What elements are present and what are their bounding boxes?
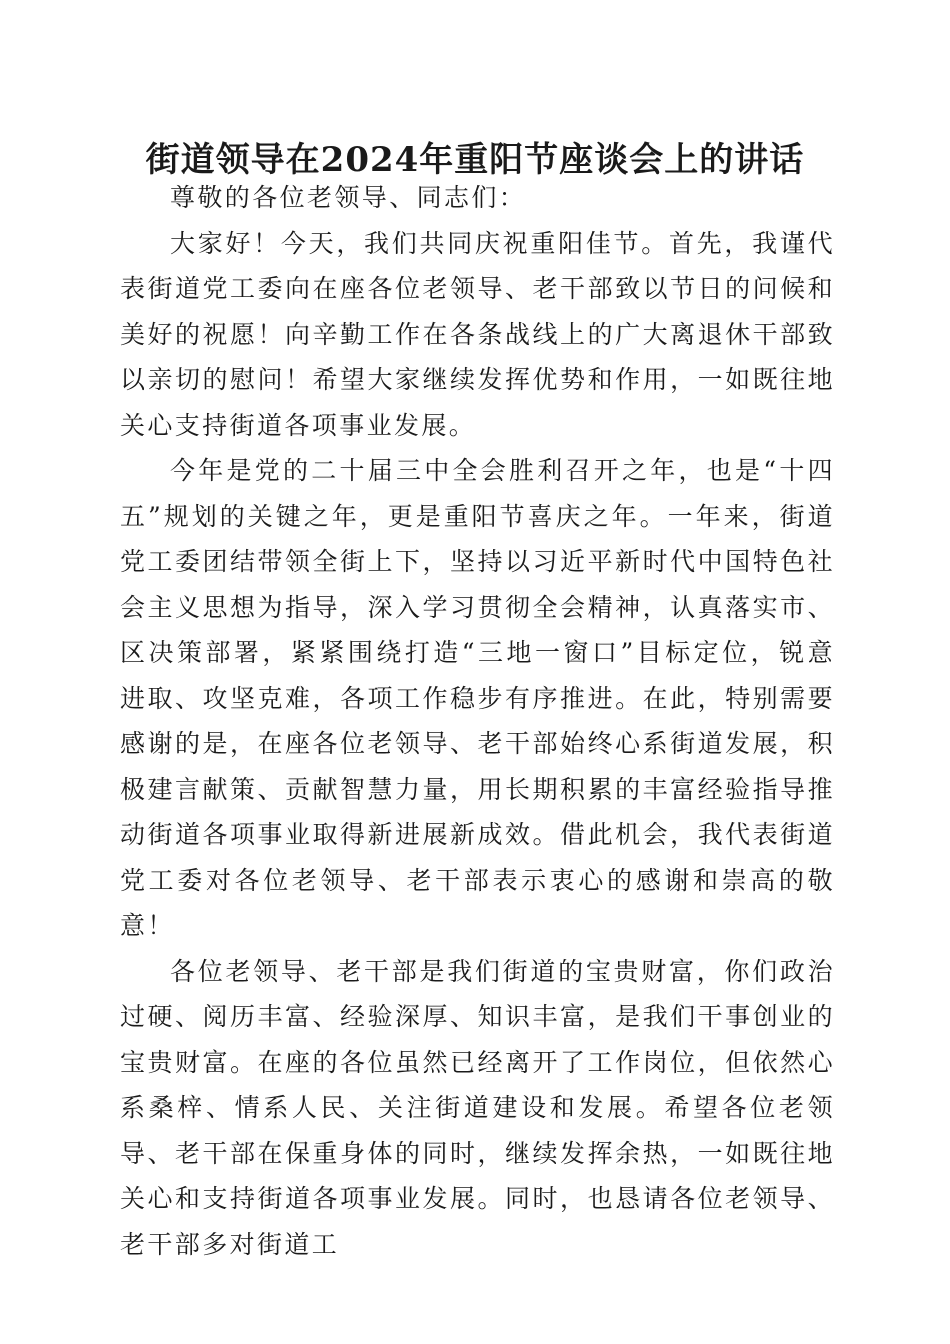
paragraph-3: 各位老领导、老干部是我们街道的宝贵财富，你们政治过硬、阅历丰富、经验深厚、知识丰富，是我们干事创业的宝贵财富。在座的各位虽然已经离开了工作岗位，但依然心系桑梓、情系人民、关注街道建设和发展。希望各位老领导、老干部在保重身体的同时，继续发挥余热，一如既往地关心和支持街道各项事业发展。同时，也恳请各位老领导、老干部多对街道工 bbox=[120, 956, 835, 1259]
document-body bbox=[120, 175, 835, 1267]
paragraph-1: 大家好！今天，我们共同庆祝重阳佳节。首先，我谨代表街道党工委向在座各位老领导、老干部致以节日的问候和美好的祝愿！向辛勤工作在各条战线上的广大离退休干部致以亲切的慰问！希望大家继续发挥优势和作用，一如既往地关心支持街道各项事业发展。 bbox=[120, 228, 835, 440]
paragraph-2: 今年是党的二十届三中全会胜利召开之年，也是“十四五”规划的关键之年，更是重阳节喜庆之年。一年来，街道党工委团结带领全街上下，坚持以习近平新时代中国特色社会主义思想为指导，深入学习贯彻全会精神，认真落实市、区决策部署，紧紧围绕打造“三地一窗口”目标定位，锐意进取、攻坚克难，各项工作稳步有序推进。在此，特别需要感谢的是，在座各位老领导、老干部始终心系街道发展，积极建言献策、贡献智慧力量，用长期积累的丰富经验指导推动街道各项事业取得新进展新成效。借此机会，我代表街道党工委对各位老领导、老干部表示衷心的感谢和崇高的敬意！ bbox=[120, 456, 835, 940]
salutation: 尊敬的各位老领导、同志们： bbox=[170, 183, 527, 212]
document-title: 街道领导在2024年重阳节座谈会上的讲话 bbox=[145, 140, 805, 180]
